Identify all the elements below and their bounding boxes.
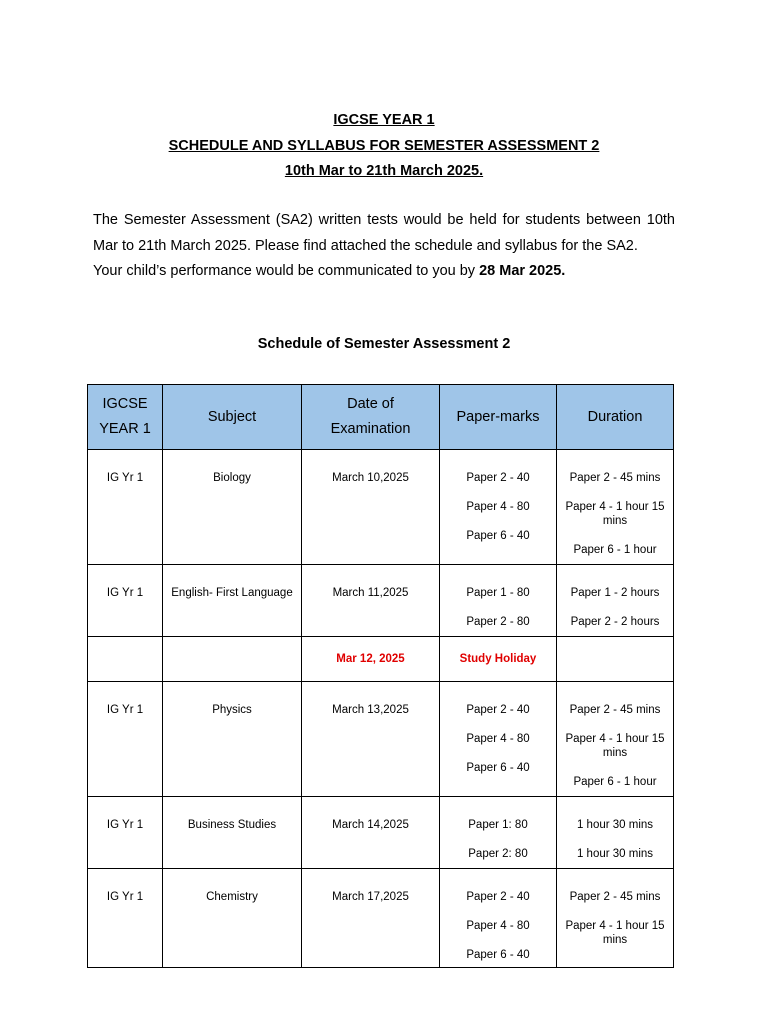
duration-entry: Paper 4 - 1 hour 15 mins — [565, 501, 665, 527]
paper-entry: Paper 4 - 80 — [466, 920, 530, 932]
doc-title-line3: 10th Mar to 21th March 2025. — [284, 163, 484, 179]
paper-entry: Paper 1 - 80 — [466, 587, 530, 599]
table-row — [88, 869, 674, 968]
duration-entry: Paper 2 - 45 mins — [569, 704, 661, 716]
duration-entry: Paper 2 - 45 mins — [569, 891, 661, 903]
schedule-table — [87, 384, 674, 968]
header-papers: Paper-marks — [440, 385, 557, 450]
row-date: March 13,2025 — [302, 682, 440, 797]
duration-entry: Paper 4 - 1 hour 15 mins — [565, 920, 665, 946]
paper-entry: Paper 6 - 40 — [466, 762, 530, 774]
duration-entry: Paper 2 - 2 hours — [570, 616, 660, 628]
row-papers — [440, 682, 557, 797]
table-row — [88, 565, 674, 637]
row-year: IG Yr 1 — [88, 869, 163, 968]
row-papers — [440, 565, 557, 637]
paper-entry: Paper 6 - 40 — [466, 949, 530, 961]
row-year: IG Yr 1 — [88, 797, 163, 869]
duration-entry: Paper 1 - 2 hours — [570, 587, 660, 599]
row-date: March 14,2025 — [302, 797, 440, 869]
row-durations — [557, 565, 674, 637]
row-year: IG Yr 1 — [88, 565, 163, 637]
row-subject: Business Studies — [163, 797, 302, 869]
table-row-holiday — [88, 637, 674, 682]
holiday-note: Study Holiday — [440, 637, 557, 682]
header-date: Date of Examination — [302, 385, 440, 450]
row-durations — [557, 450, 674, 565]
header-subject: Subject — [163, 385, 302, 450]
table-row — [88, 450, 674, 565]
intro-paragraph-2-prefix: Your child’s performance would be communicated to you by — [93, 263, 480, 279]
paper-entry: Paper 1: 80 — [468, 819, 528, 831]
paper-entry: Paper 2 - 40 — [466, 704, 530, 716]
paper-entry: Paper 4 - 80 — [466, 501, 530, 513]
table-row — [88, 797, 674, 869]
row-year-empty — [88, 637, 163, 682]
doc-title-line1: IGCSE YEAR 1 — [333, 112, 435, 128]
duration-entry: Paper 4 - 1 hour 15 mins — [565, 733, 665, 759]
holiday-date: Mar 12, 2025 — [302, 637, 440, 682]
row-subject: English- First Language — [163, 565, 302, 637]
row-durations — [557, 682, 674, 797]
row-date: March 10,2025 — [302, 450, 440, 565]
paper-entry: Paper 2 - 40 — [466, 891, 530, 903]
duration-entry: 1 hour 30 mins — [576, 848, 654, 860]
results-date: 28 Mar 2025. — [479, 263, 566, 279]
duration-entry: Paper 6 - 1 hour — [573, 776, 657, 788]
header-year: IGCSE YEAR 1 — [88, 385, 163, 450]
row-date: March 17,2025 — [302, 869, 440, 968]
paper-entry: Paper 2 - 80 — [466, 616, 530, 628]
duration-entry: 1 hour 30 mins — [576, 819, 654, 831]
row-date: March 11,2025 — [302, 565, 440, 637]
row-papers — [440, 797, 557, 869]
duration-entry: Paper 6 - 1 hour — [573, 544, 657, 556]
intro-text — [93, 208, 675, 285]
row-duration-empty — [557, 637, 674, 682]
paper-entry: Paper 2: 80 — [468, 848, 528, 860]
intro-paragraph-1: The Semester Assessment (SA2) written tests would be held for students between 10th Mar to 21th March 2025. Please find attached the schedule and syllabus for the SA2. — [93, 212, 675, 254]
paper-entry: Paper 2 - 40 — [466, 472, 530, 484]
paper-entry: Paper 4 - 80 — [466, 733, 530, 745]
row-subject: Physics — [163, 682, 302, 797]
schedule-title: Schedule of Semester Assessment 2 — [257, 336, 511, 352]
header-duration: Duration — [557, 385, 674, 450]
doc-title-line2: SCHEDULE AND SYLLABUS FOR SEMESTER ASSESSMENT 2 — [168, 138, 600, 154]
table-row — [88, 682, 674, 797]
row-durations — [557, 797, 674, 869]
row-subject-empty — [163, 637, 302, 682]
row-year: IG Yr 1 — [88, 450, 163, 565]
row-year: IG Yr 1 — [88, 682, 163, 797]
paper-entry: Paper 6 - 40 — [466, 530, 530, 542]
row-durations — [557, 869, 674, 968]
row-subject: Chemistry — [163, 869, 302, 968]
row-subject: Biology — [163, 450, 302, 565]
row-papers — [440, 869, 557, 968]
duration-entry: Paper 2 - 45 mins — [569, 472, 661, 484]
table-header-row — [88, 385, 674, 450]
row-papers — [440, 450, 557, 565]
intro-paragraph-2 — [93, 259, 675, 285]
